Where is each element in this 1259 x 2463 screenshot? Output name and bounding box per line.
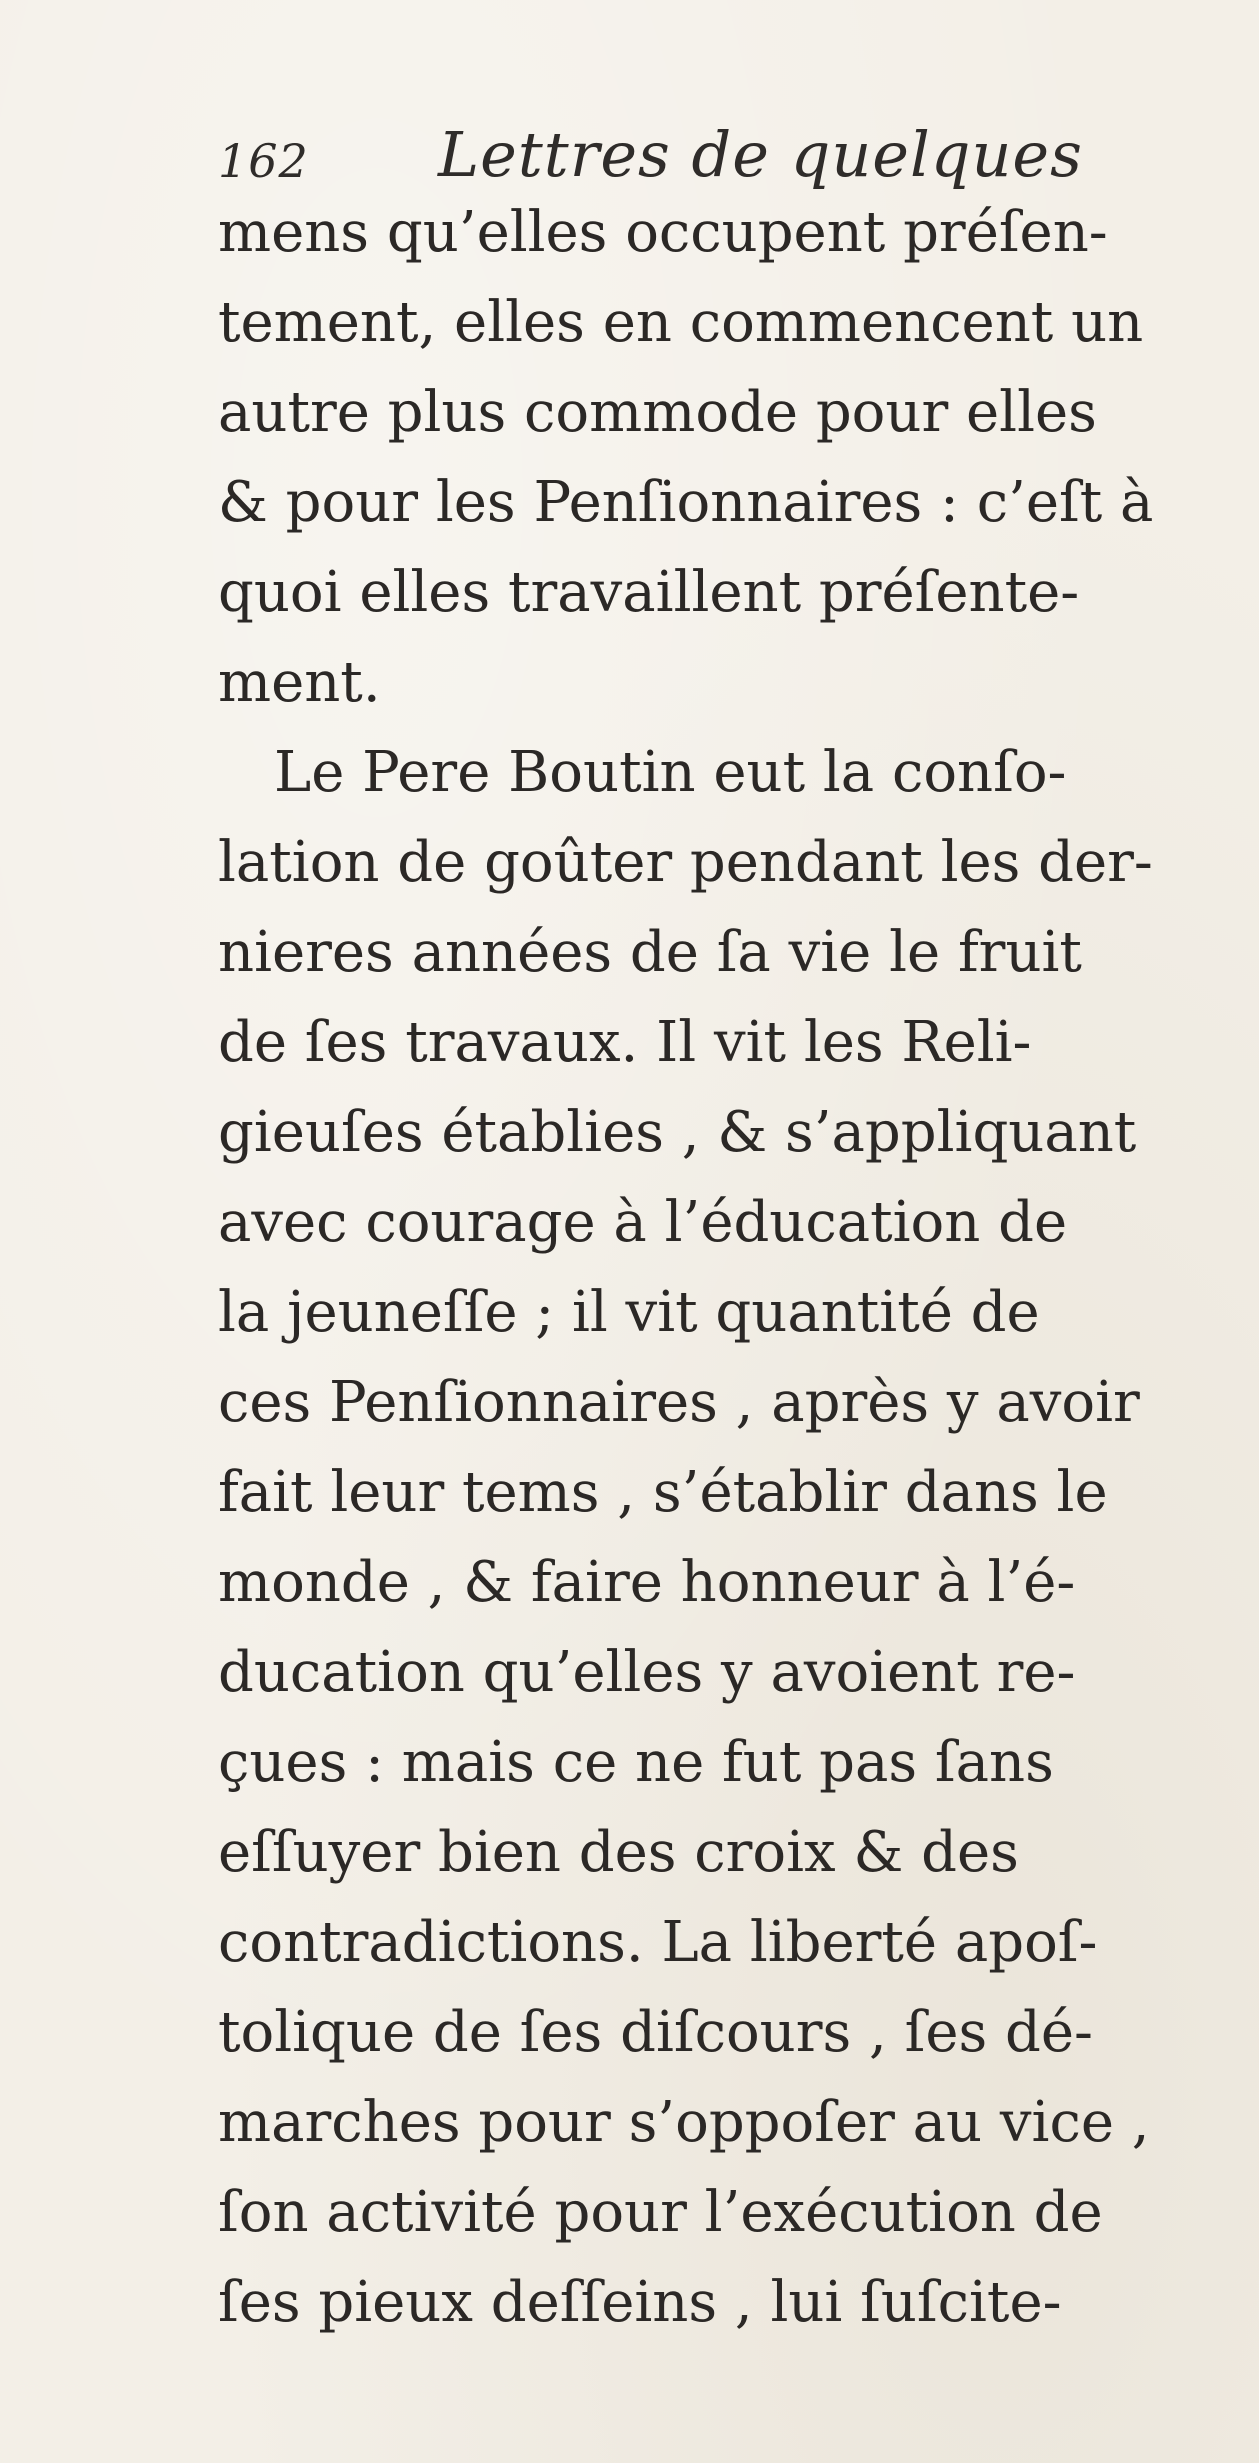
body-text bbox=[218, 188, 1178, 2348]
text-line: ment. bbox=[218, 650, 381, 715]
text-line: de ſes travaux. Il vit les Reli- bbox=[218, 1010, 1032, 1075]
text-line: la jeuneſſe ; il vit quantité de bbox=[218, 1280, 1040, 1345]
text-line: monde , & faire honneur à l’é- bbox=[218, 1550, 1076, 1615]
running-head: Lettres de quelques bbox=[438, 118, 1083, 191]
text-line: ſon activité pour l’exécution de bbox=[218, 2180, 1103, 2245]
text-line: lation de goûter pendant les der- bbox=[218, 830, 1153, 895]
page-header bbox=[218, 118, 1118, 198]
text-line: ſes pieux deſſeins , lui ſuſcite- bbox=[218, 2270, 1062, 2335]
text-line: marches pour s’oppoſer au vice , bbox=[218, 2090, 1150, 2155]
paragraph-start-line: Le Pere Boutin eut la conſo- bbox=[274, 740, 1067, 805]
text-line: fait leur tems , s’établir dans le bbox=[218, 1460, 1108, 1525]
text-line: autre plus commode pour elles bbox=[218, 380, 1097, 445]
text-line: çues : mais ce ne fut pas ſans bbox=[218, 1730, 1054, 1795]
text-line: gieuſes établies , & s’appliquant bbox=[218, 1100, 1137, 1165]
text-line: tement, elles en commencent un bbox=[218, 290, 1144, 355]
text-line: tolique de ſes diſcours , ſes dé- bbox=[218, 2000, 1093, 2065]
text-line: nieres années de ſa vie le fruit bbox=[218, 920, 1082, 985]
text-line: & pour les Penſionnaires : c’eſt à bbox=[218, 470, 1154, 535]
text-line: mens qu’elles occupent préſen- bbox=[218, 200, 1108, 265]
text-line: ducation qu’elles y avoient re- bbox=[218, 1640, 1076, 1705]
text-line: contradictions. La liberté apoſ- bbox=[218, 1910, 1098, 1975]
text-line: quoi elles travaillent préſente- bbox=[218, 560, 1080, 625]
text-line: eſſuyer bien des croix & des bbox=[218, 1820, 1019, 1885]
text-line: avec courage à l’éducation de bbox=[218, 1190, 1068, 1255]
page-number: 162 bbox=[218, 134, 309, 188]
text-line: ces Penſionnaires , après y avoir bbox=[218, 1370, 1140, 1435]
